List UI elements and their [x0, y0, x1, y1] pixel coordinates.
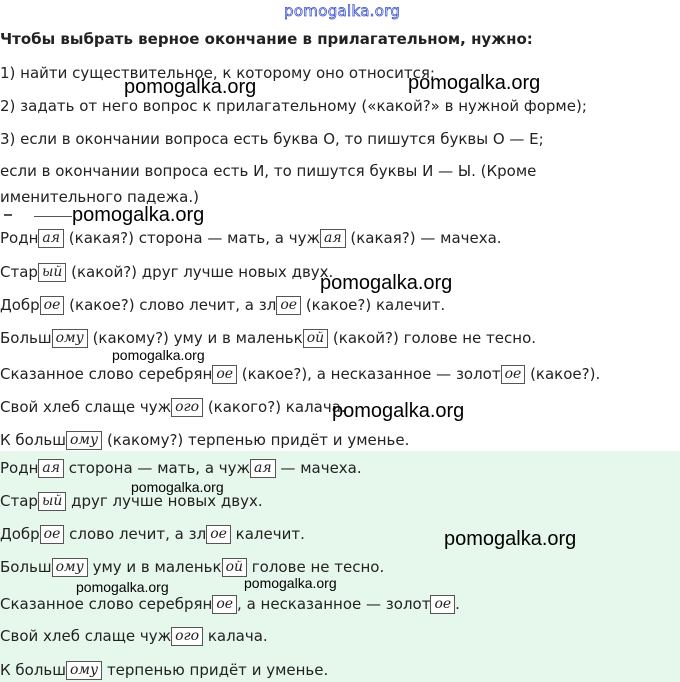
watermark: pomogalka.org [320, 272, 453, 294]
rule-3: 3) если в окончании вопроса есть буква О, то пишутся буквы О — Е; [0, 130, 544, 148]
page-heading: Чтобы выбрать верное окончание в прилагательном, нужно: [0, 30, 533, 48]
watermark: pomogalka.org [332, 400, 465, 422]
ending-box: ое [40, 296, 65, 315]
ending-box: ое [40, 525, 65, 544]
sentence-text: (какой?) голове не тесно. [328, 329, 537, 347]
question-line [0, 228, 502, 248]
sentence-text: (какого?) калача. [203, 398, 346, 416]
ending-box: ого [171, 398, 203, 417]
ending-box: ое [206, 525, 231, 544]
sentence-text: голове не тесно. [247, 558, 385, 576]
question-line [0, 364, 600, 384]
ending-box: ая [38, 459, 64, 478]
ending-box: ое [212, 595, 237, 614]
sentence-text: Сказанное слово серебрян [0, 365, 213, 383]
sentence-text: Стар [0, 263, 38, 281]
answer-line [0, 458, 362, 478]
watermark: pomogalka.org [131, 479, 224, 495]
answer-line [0, 594, 460, 614]
watermark: pomogalka.org [76, 579, 169, 595]
sentence-text: Сказанное слово серебрян [0, 595, 213, 613]
sentence-text: Свой хлеб слаще чуж [0, 627, 172, 645]
ending-box: ому [66, 431, 102, 450]
ending-box: ому [52, 558, 88, 577]
sentence-text: Родн [0, 229, 39, 247]
rule-1: 1) найти существительное, к которому оно относится; [0, 64, 435, 82]
ending-box: ая [38, 229, 64, 248]
ending-box: ое [276, 296, 301, 315]
ending-box: ый [38, 263, 66, 282]
sentence-text: Больш [0, 329, 52, 347]
blank-dash [4, 214, 12, 216]
sentence-text: (какой?) друг лучше новых двух. [66, 263, 334, 281]
sentence-text: Добр [0, 525, 40, 543]
answer-line [0, 626, 268, 646]
sentence-text: — мачеха. [275, 459, 362, 477]
ending-box: ой [303, 329, 328, 348]
question-line [0, 295, 445, 315]
sentence-text: друг лучше новых двух. [66, 492, 263, 510]
answer-line [0, 524, 305, 544]
sentence-text: слово лечит, а зл [64, 525, 207, 543]
question-line [0, 430, 409, 450]
site-watermark-top: pomogalka.org [284, 2, 401, 20]
sentence-text: калечит. [230, 525, 305, 543]
watermark: pomogalka.org [444, 528, 577, 550]
sentence-text: терпенью придёт и уменье. [102, 661, 329, 679]
sentence-text: Родн [0, 459, 39, 477]
watermark: pomogalka.org [124, 76, 257, 98]
sentence-text: . [455, 595, 460, 613]
ending-box: ая [250, 459, 276, 478]
ending-box: ое [212, 365, 237, 384]
sentence-text: (какое?), а несказанное — золот [237, 365, 501, 383]
rule-4: если в окончании вопроса есть И, то пишутся буквы И — Ы. (Кроме именительного падежа.) [0, 162, 537, 206]
sentence-text: Добр [0, 296, 40, 314]
sentence-text: Стар [0, 492, 38, 510]
ending-box: ое [430, 595, 455, 614]
blank-underline [34, 216, 72, 217]
sentence-text: (какое?) калечит. [301, 296, 446, 314]
question-line [0, 328, 536, 348]
sentence-text: (какая?) сторона — мать, а чуж [64, 229, 320, 247]
answer-line [0, 660, 328, 680]
sentence-text: (какая?) — мачеха. [345, 229, 502, 247]
sentence-text: К больш [0, 661, 66, 679]
watermark: pomogalka.org [72, 204, 205, 226]
sentence-text: (какому?) терпенью придёт и уменье. [102, 431, 410, 449]
sentence-text: Больш [0, 558, 52, 576]
sentence-text: (какое?) слово лечит, а зл [64, 296, 277, 314]
ending-box: ый [38, 492, 66, 511]
sentence-text: сторона — мать, а чуж [64, 459, 251, 477]
question-line [0, 397, 346, 417]
sentence-text: калача. [203, 627, 268, 645]
watermark: pomogalka.org [408, 72, 541, 94]
sentence-text: К больш [0, 431, 66, 449]
sentence-text: , а несказанное — золот [237, 595, 431, 613]
ending-box: ому [66, 661, 102, 680]
ending-box: ому [52, 329, 88, 348]
sentence-text: уму и в маленьк [87, 558, 222, 576]
watermark: pomogalka.org [112, 347, 205, 363]
rule-2: 2) задать от него вопрос к прилагательному («какой?» в нужной форме); [0, 97, 587, 115]
ending-box: ое [501, 365, 526, 384]
ending-box: ой [222, 558, 247, 577]
answer-line [0, 557, 384, 577]
question-line [0, 262, 333, 282]
watermark: pomogalka.org [244, 575, 337, 591]
ending-box: ая [320, 229, 346, 248]
ending-box: ого [171, 627, 203, 646]
sentence-text: (какому?) уму и в маленьк [87, 329, 303, 347]
sentence-text: (какое?). [525, 365, 601, 383]
sentence-text: Свой хлеб слаще чуж [0, 398, 172, 416]
